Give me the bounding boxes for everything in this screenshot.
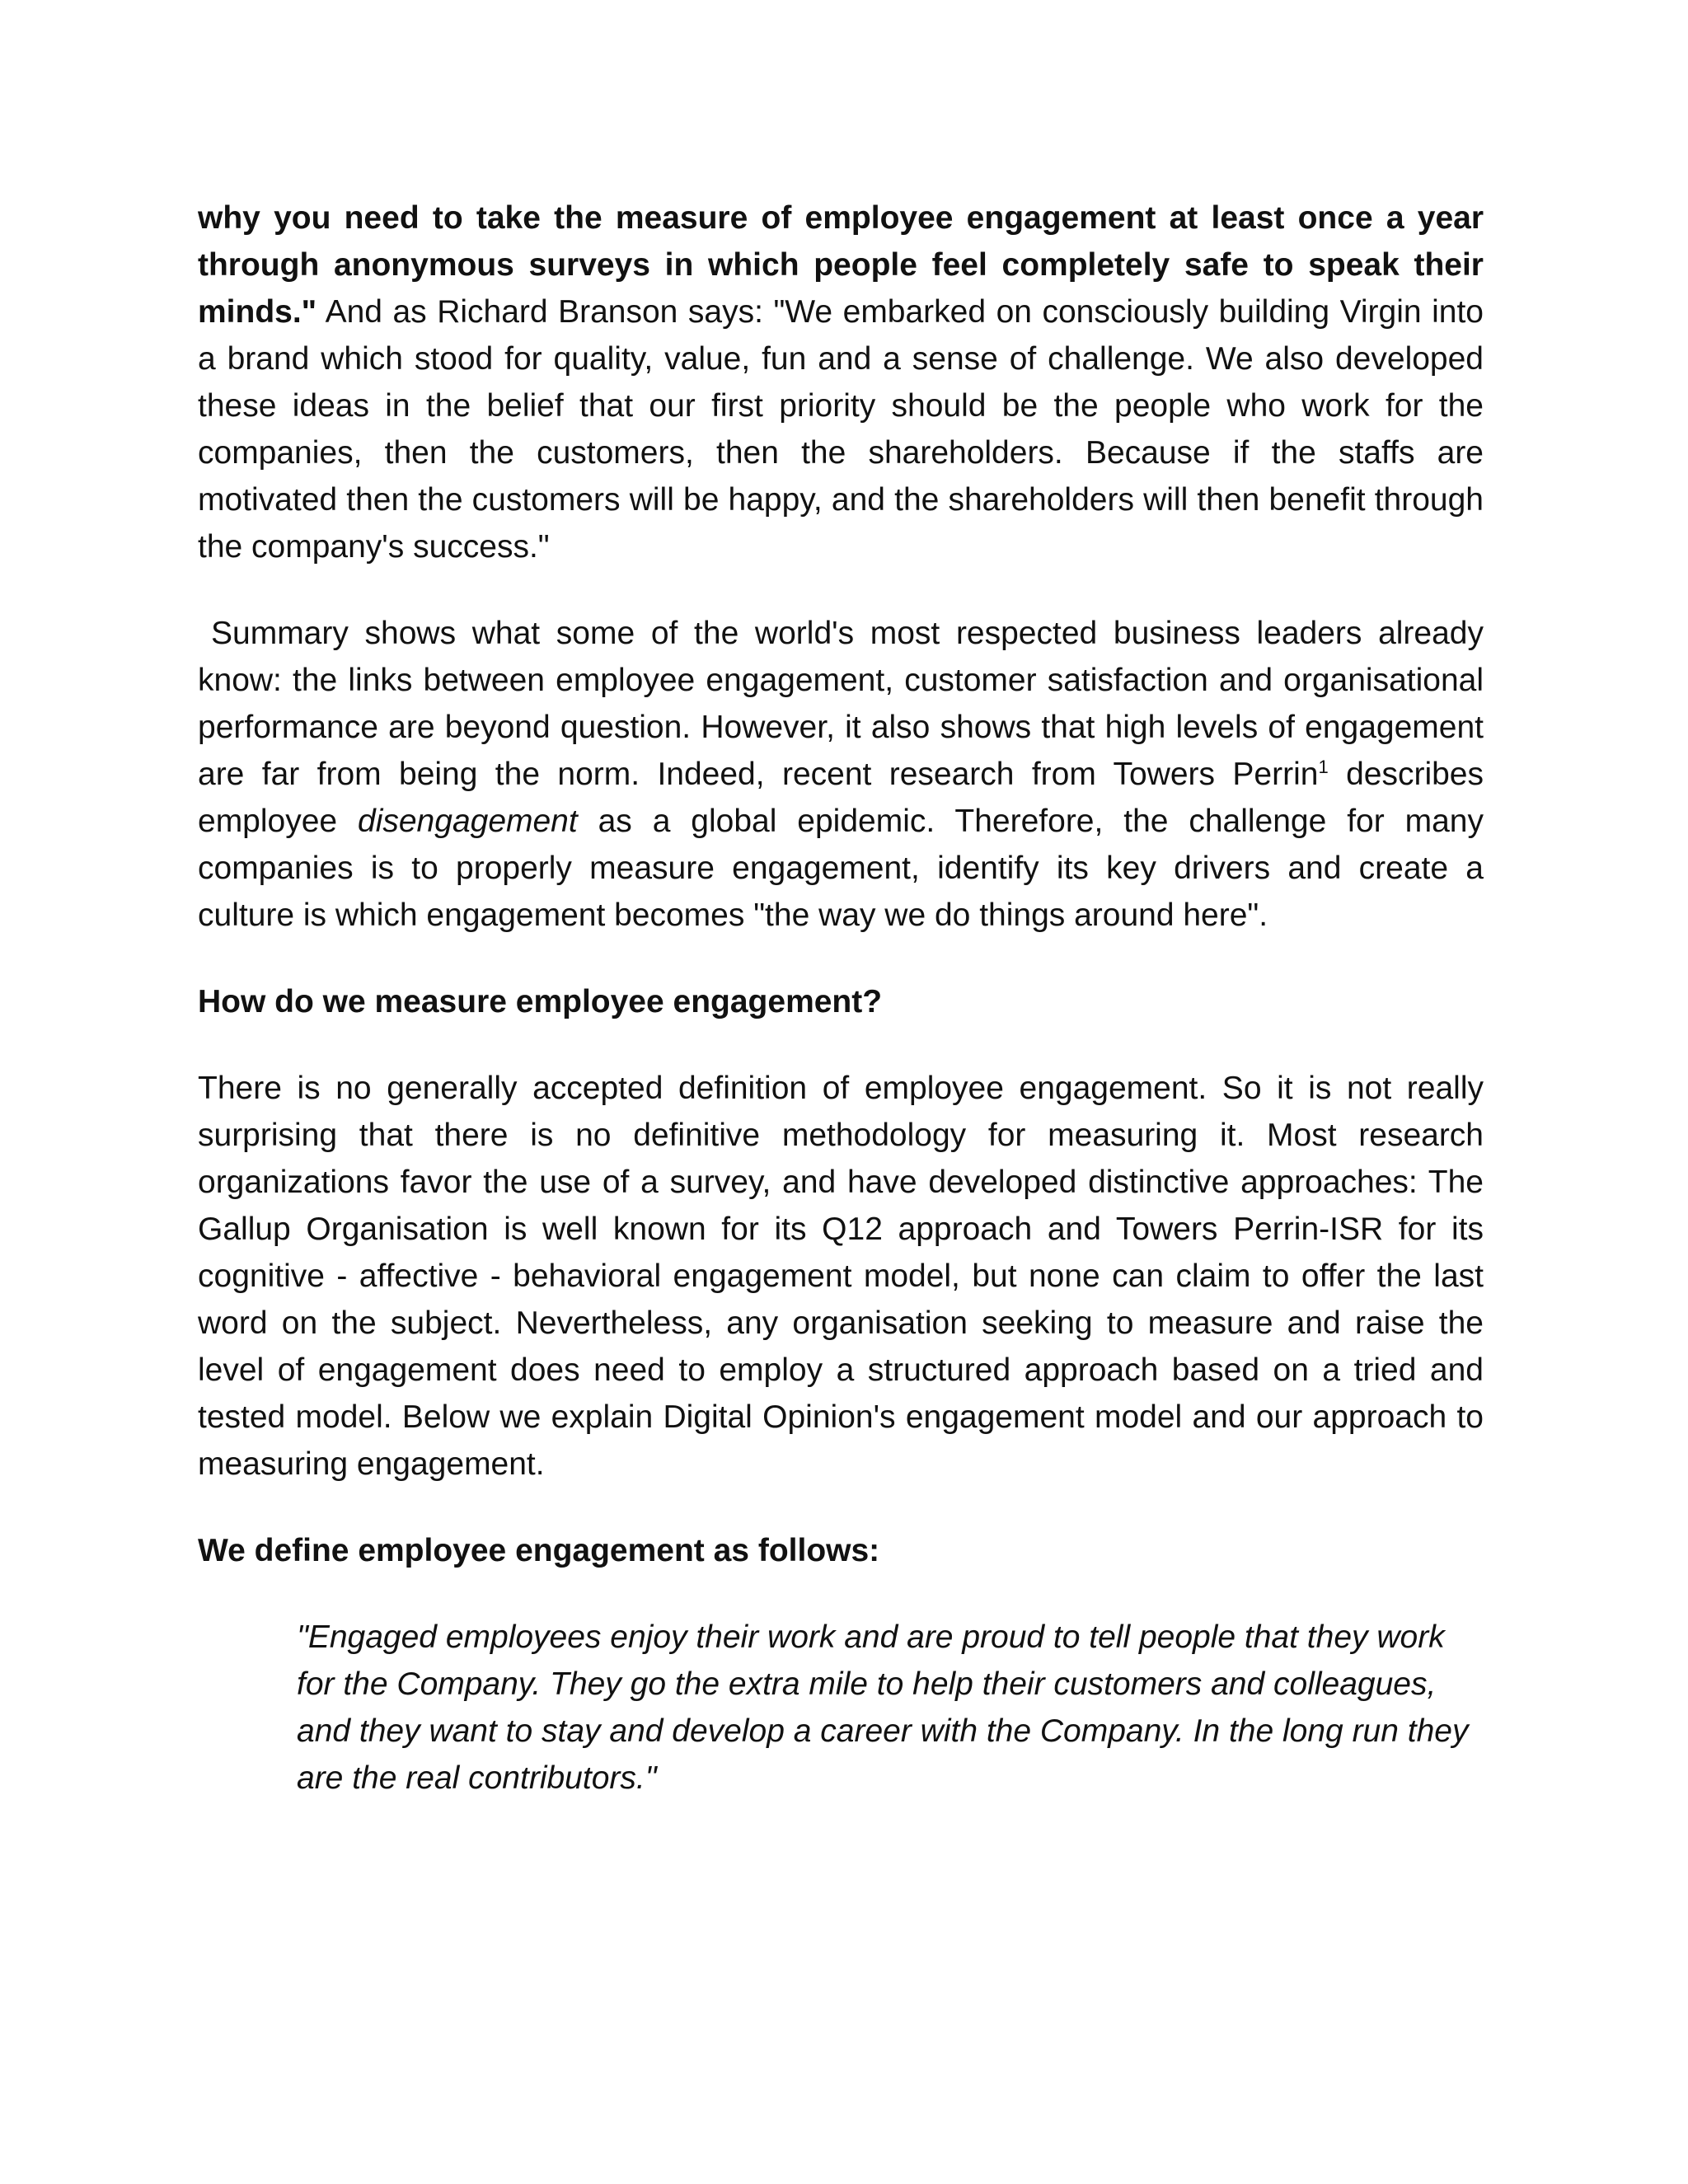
paragraph-text: as a global epidemic. Therefore, the challenge for many companies is to properly measure engagement, identify its key drivers and create a culture is which engagement becomes "the way we do things around here". — [198, 804, 1484, 933]
paragraph-methodology: There is no generally accepted definition of employee engagement. So it is not really surprising that there is no definitive methodology for measuring it. Most research organizations favor the use of a survey, and have developed distinctive approaches: The Gallup Organisation is well known for its Q12 approach and Towers Perrin-ISR for its cognitive - affective - behavioral engagement model, but none can claim to offer the last word on the subject. Nevertheless, any organisation seeking to measure and raise the level of engagement does need to employ a structured approach based on a tried and tested model. Below we explain Digital Opinion's engagement model and our approach to measuring engagement. — [198, 1071, 1484, 1482]
emphasis-text: disengagement — [358, 804, 578, 839]
section-heading-measure: How do we measure employee engagement? — [198, 984, 883, 1019]
paragraph-text: Summary shows what some of the world's most respected business leaders already know: the links between employee engagement, customer satisfaction and organisational performance are beyond question. However, it also shows that high levels of engagement are far from being the norm. Indeed, recent research from Towers Perrin — [198, 616, 1484, 792]
footnote-reference: 1 — [1318, 757, 1329, 777]
paragraph-summary — [198, 610, 1484, 939]
paragraph-text: describes employee — [198, 757, 1484, 839]
paragraph-text: And as Richard Branson says: "We embarked on consciously building Virgin into a brand which stood for quality, value, fun and a sense of challenge. We also developed these ideas in the belief that our first priority should be the people who work for the companies, then the customers, then the shareholders. Because if the staffs are motivated then the customers will be happy, and the shareholders will then benefit through the company's success." — [198, 294, 1484, 565]
paragraph-branson — [198, 194, 1484, 570]
definition-quote: "Engaged employees enjoy their work and are proud to tell people that they work for the Company. They go the extra mile to help their customers and colleagues, and they want to stay and develop a career with the Company. In the long run they are the real contributors." — [297, 1619, 1469, 1796]
bold-lead-text: why you need to take the measure of employee engagement at least once a year through anonymous surveys in which people feel completely safe to speak their minds." — [198, 200, 1484, 330]
document-page — [198, 194, 1484, 1802]
section-heading-definition: We define employee engagement as follows: — [198, 1533, 880, 1568]
